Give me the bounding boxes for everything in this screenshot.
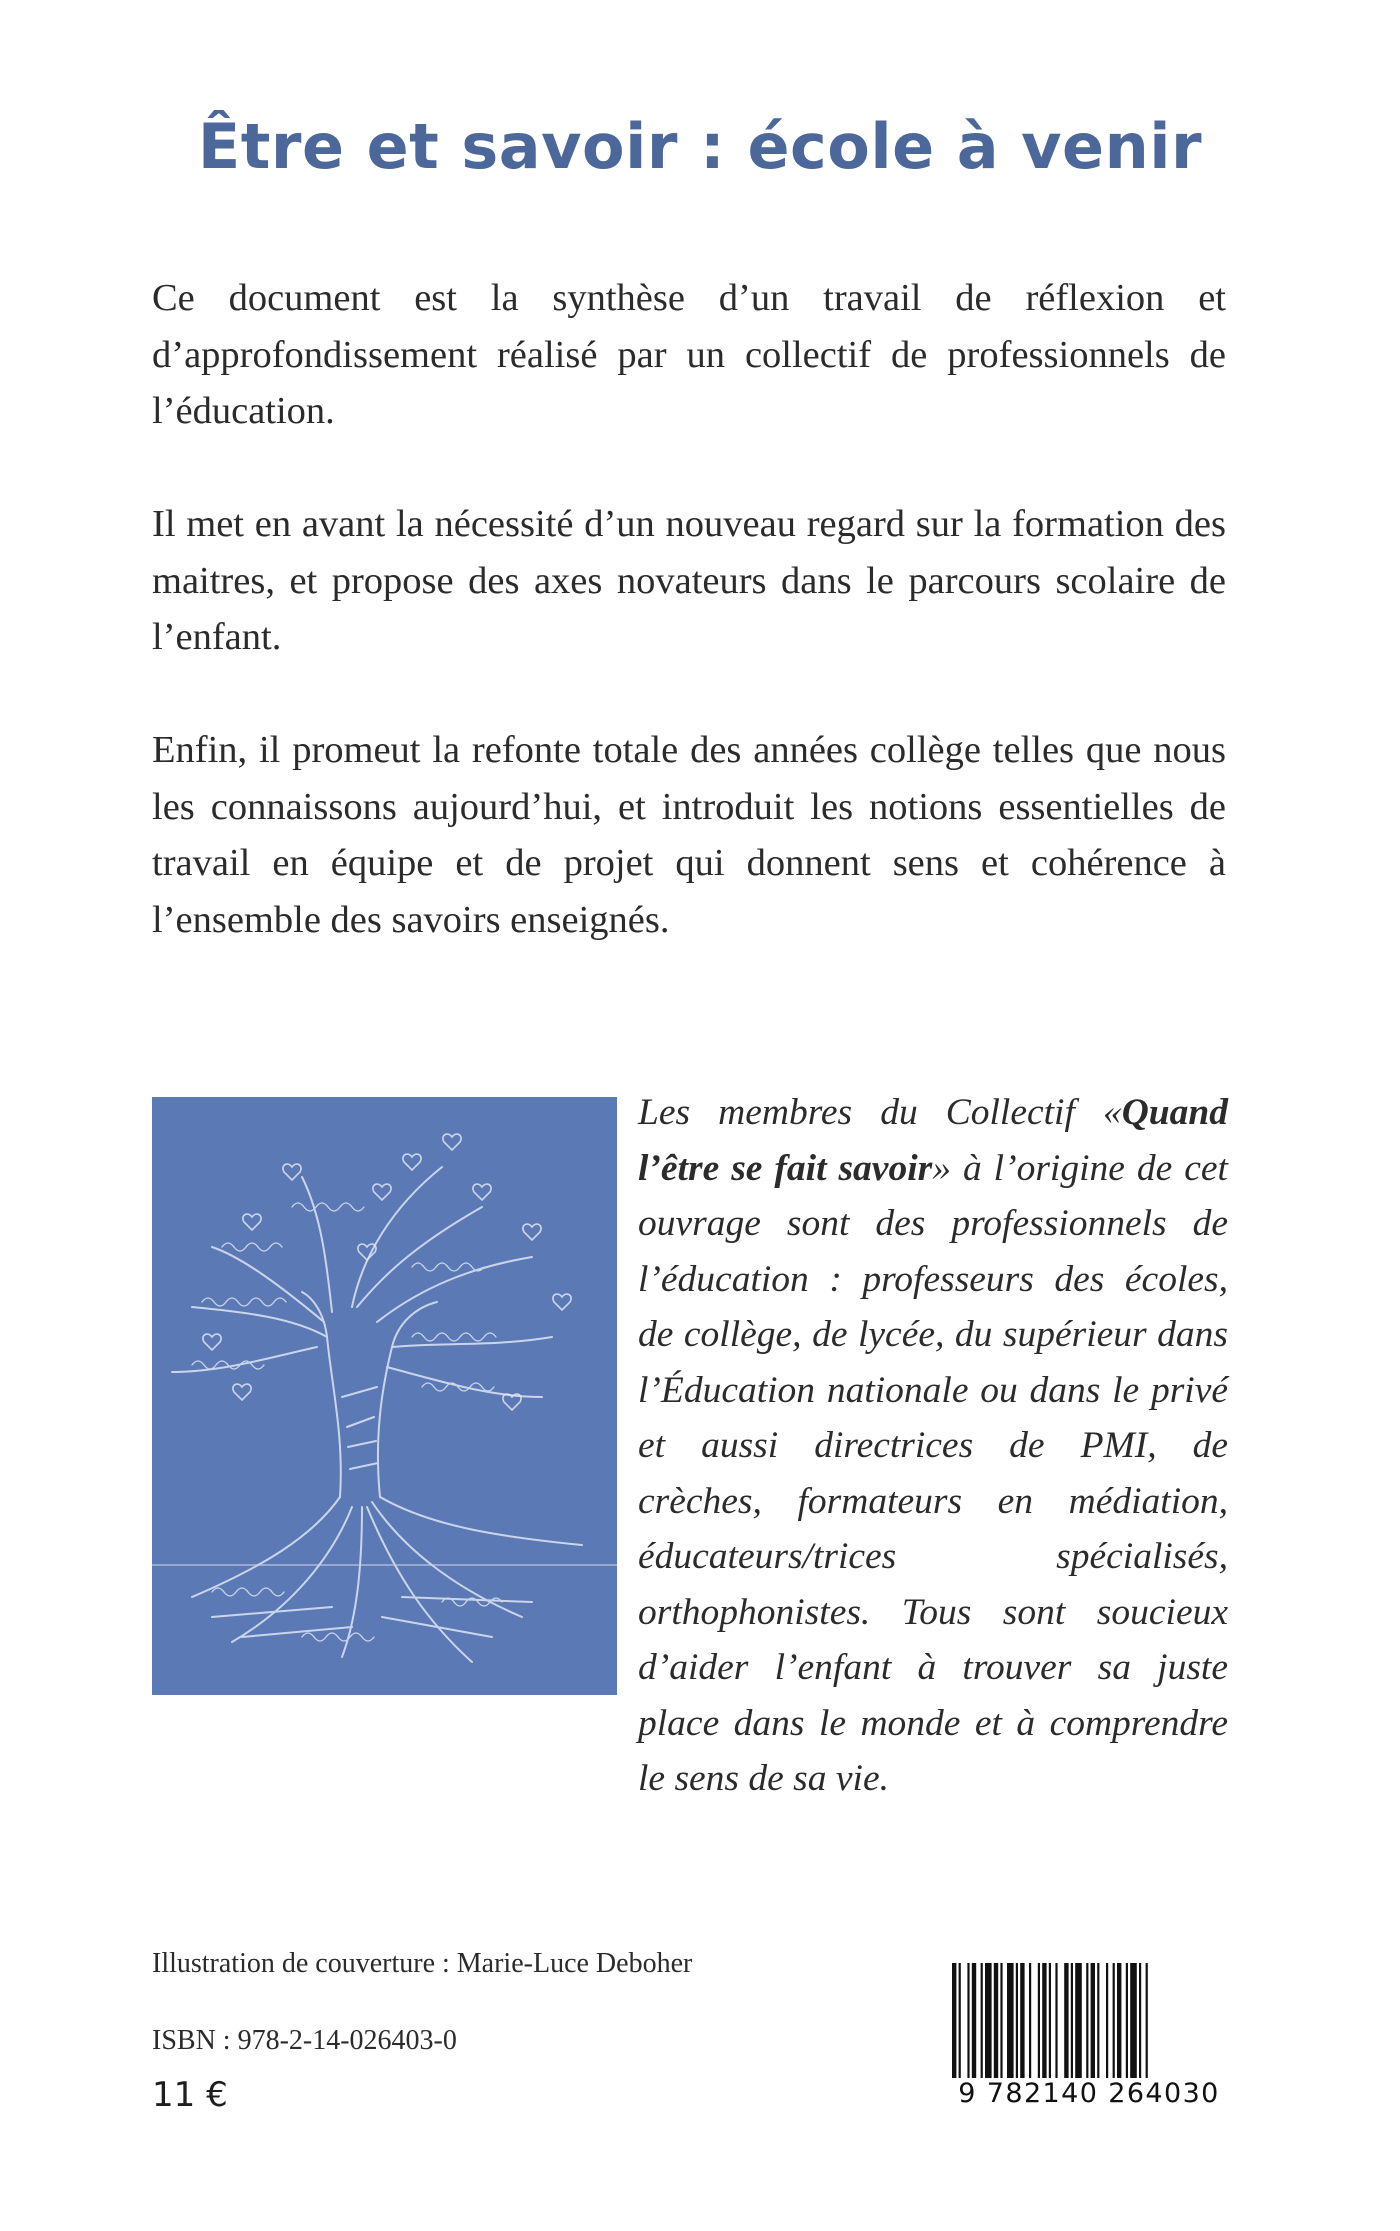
collective-name: Quand l’être se fait savoir bbox=[638, 1092, 1228, 1189]
barcode-bar bbox=[1130, 1963, 1137, 2079]
barcode-bar bbox=[1049, 1963, 1051, 2079]
barcode-bar bbox=[1113, 1963, 1115, 2079]
tree-illustration bbox=[152, 1097, 617, 1695]
barcode-bar bbox=[1000, 1963, 1002, 2079]
barcode-bar bbox=[1117, 1963, 1121, 2079]
barcode-bar bbox=[1020, 1963, 1024, 2079]
barcode-digits: 9 782140 264030 bbox=[948, 2078, 1230, 2109]
barcode-bar bbox=[1064, 1963, 1068, 2079]
barcode-bar bbox=[972, 1963, 976, 2079]
barcode-bar bbox=[959, 1963, 961, 2079]
barcode-bar bbox=[1106, 1963, 1108, 2079]
barcode-bar bbox=[1126, 1963, 1128, 2079]
barcode-bar bbox=[994, 1963, 998, 2079]
book-title: Être et savoir : école à venir bbox=[197, 110, 1203, 183]
members-paragraph bbox=[638, 1085, 1228, 1807]
barcode-bar bbox=[1146, 1963, 1148, 2079]
barcode-bar bbox=[1055, 1963, 1057, 2079]
barcode-bar bbox=[1097, 1963, 1099, 2079]
barcode-bar bbox=[1007, 1963, 1014, 2079]
barcode-bar bbox=[1029, 1963, 1031, 2079]
summary-paragraph-1: Ce document est la synthèse d’un travail de réflexion et d’approfondissement réalisé par un collectif de professionnels de l’éducation. bbox=[152, 277, 1226, 432]
barcode-bar bbox=[1139, 1963, 1141, 2079]
barcode-bar bbox=[1086, 1963, 1088, 2079]
barcode-bar bbox=[981, 1963, 983, 2079]
barcode-bar bbox=[1016, 1963, 1018, 2079]
barcode-bar bbox=[952, 1963, 956, 2079]
members-description: » à l’origine de cet ouvrage sont des professionnels de l’éducation : professeurs des écoles, de collège, de lycée, du supérieur dans l’Éducation nationale ou dans le privé et aussi directrices de PMI, de crèches, formateurs en médiation, éducateurs/trices spécialisés, orthophonistes. Tous sont soucieux d’aider l’enfant à trouver sa juste place dans le monde et à comprendre le sens de sa vie. bbox=[638, 1147, 1228, 1799]
barcode-bar bbox=[967, 1963, 969, 2079]
summary-paragraph-2: Il met en avant la nécessité d’un nouveau regard sur la formation des maitres, et propose des axes novateurs dans le parcours scolaire de l’enfant. bbox=[152, 503, 1226, 658]
barcode-bar bbox=[985, 1963, 992, 2079]
summary-text bbox=[152, 270, 1226, 1005]
price: 11 € bbox=[152, 2075, 228, 2115]
cover-illustration-credit: Illustration de couverture : Marie-Luce Deboher bbox=[152, 1948, 693, 1979]
members-intro: Les membres du Collectif « bbox=[638, 1092, 1122, 1133]
barcode-bar bbox=[1091, 1963, 1095, 2079]
barcode-bar bbox=[1038, 1963, 1040, 2079]
barcode-bar bbox=[1042, 1963, 1046, 2079]
summary-paragraph-3: Enfin, il promeut la refonte totale des années collège telles que nous les connaissons aujourd’hui, et introduit les notions essentielles de travail en équipe et de projet qui donnent sens et cohérence à l’ensemble des savoirs enseignés. bbox=[152, 729, 1226, 941]
barcode-bar bbox=[1075, 1963, 1082, 2079]
isbn: ISBN : 978-2-14-026403-0 bbox=[152, 2025, 457, 2056]
tree-drawing bbox=[152, 1097, 617, 1695]
barcode-bar bbox=[1071, 1963, 1073, 2079]
